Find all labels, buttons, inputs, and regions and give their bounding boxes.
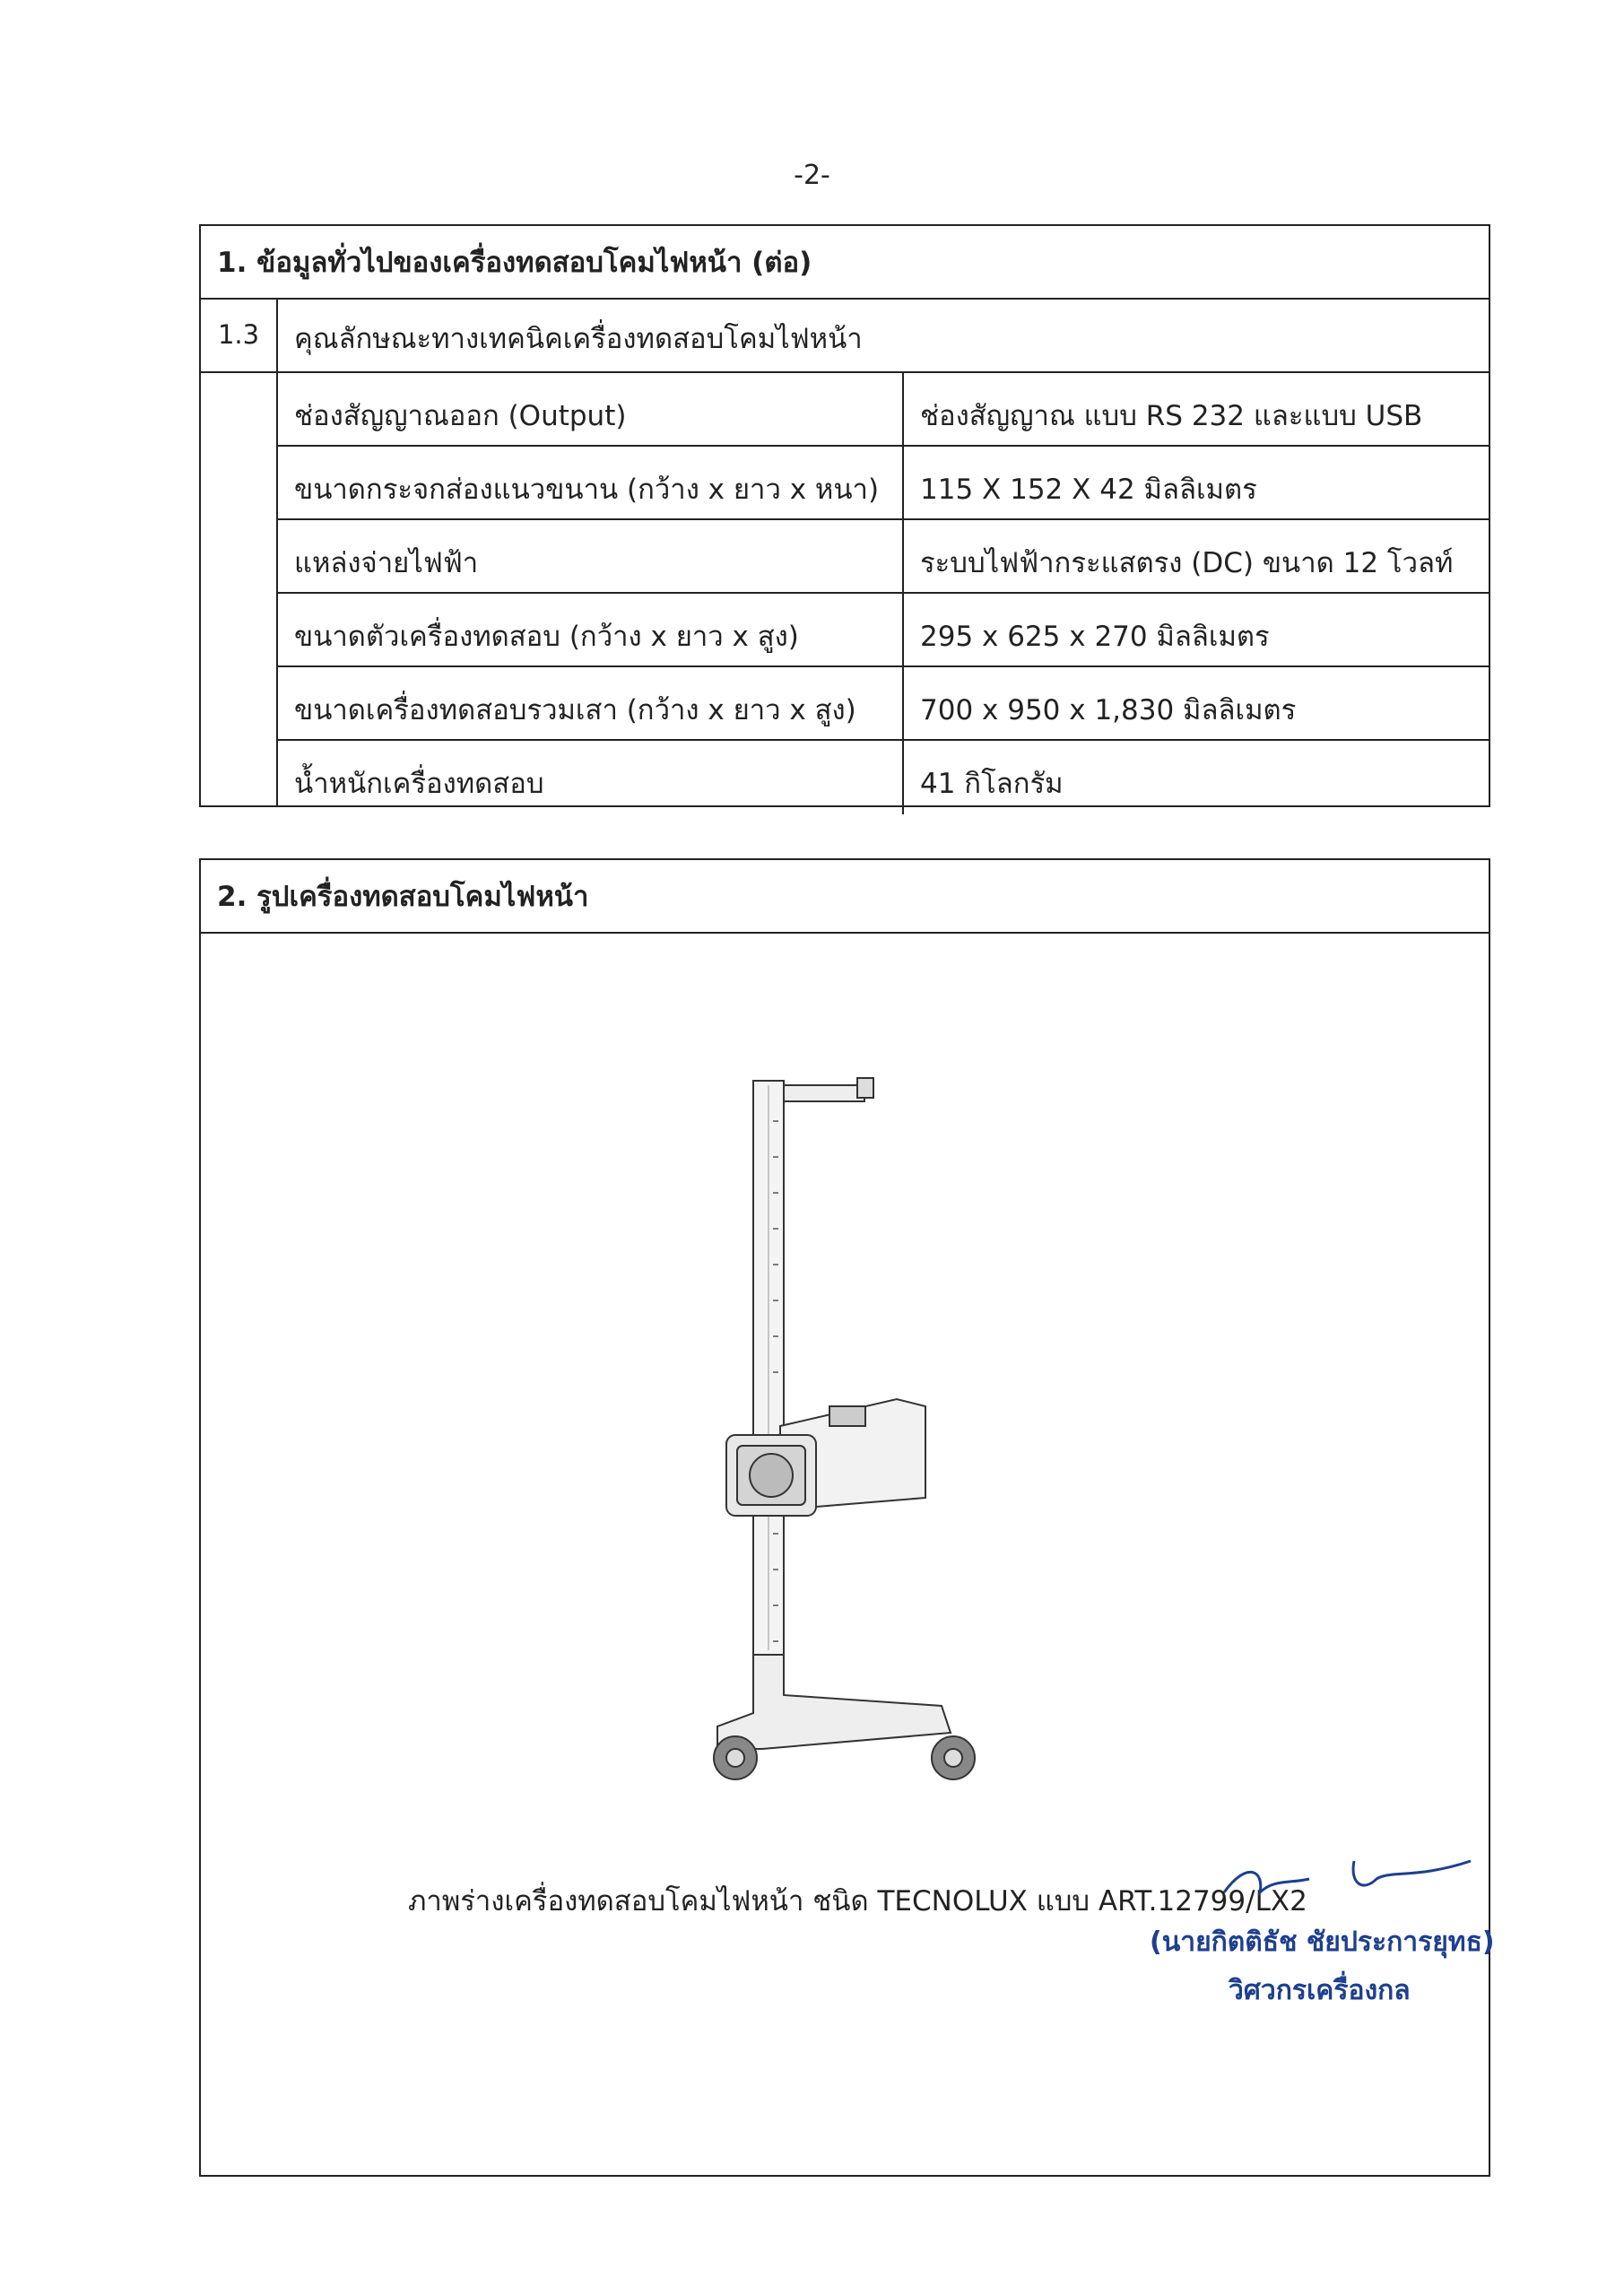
spec-label: น้ำหนักเครื่องทดสอบ [294,768,544,800]
spec-label: ช่องสัญญาณออก (Output) [294,400,627,432]
spec-row [278,447,1490,520]
column-divider [902,594,904,665]
column-divider [902,741,904,814]
spec-value: ช่องสัญญาณ แบบ RS 232 และแบบ USB [920,400,1423,432]
technical-spec-table [199,224,1490,807]
signer-title: วิศวกรเครื่องกล [1229,1975,1411,2006]
spec-label: ขนาดกระจกส่องแนวขนาน (กว้าง x ยาว x หนา) [294,474,880,506]
signer-name: (นายกิตติธัช ชัยประการยุทธ) [1150,1926,1495,1958]
column-divider [902,667,904,739]
spec-row [278,373,1490,447]
spec-label: ขนาดตัวเครื่องทดสอบ (กว้าง x ยาว x สูง) [294,621,799,653]
spec-value: ระบบไฟฟ้ากระแสตรง (DC) ขนาด 12 โวลท์ [920,547,1454,579]
spec-row [278,594,1490,667]
spec-value: 700 x 950 x 1,830 มิลลิเมตร [920,694,1297,726]
spec-label: ขนาดเครื่องทดสอบรวมเสา (กว้าง x ยาว x สูง) [294,694,856,726]
handwritten-signature [1220,1843,1480,1915]
subsection-title: คุณลักษณะทางเทคนิคเครื่องทดสอบโคมไฟหน้า [294,323,863,355]
spec-row [278,667,1490,741]
headlight-tester-drawing [690,1067,1004,1803]
column-divider [902,447,904,518]
spec-label: แหล่งจ่ายไฟฟ้า [294,547,479,579]
figure-caption: ภาพร่างเครื่องทดสอบโคมไฟหน้า ชนิด TECNOLUX แบบ ART.12799/LX2 [408,1885,1307,1918]
spec-value: 295 x 625 x 270 มิลลิเมตร [920,621,1270,653]
spec-row [278,741,1490,814]
column-divider [902,373,904,445]
spec-row [278,520,1490,594]
section-2-heading: 2. รูปเครื่องทดสอบโคมไฟหน้า [201,860,1489,934]
subsection-number: 1.3 [201,300,278,807]
spec-value: 115 X 152 X 42 มิลลิเมตร [920,474,1257,506]
subsection-row [201,300,1489,373]
section-1-heading: 1. ข้อมูลทั่วไปของเครื่องทดสอบโคมไฟหน้า (ต่อ) [201,226,1489,300]
page-number: -2- [794,160,830,191]
spec-value: 41 กิโลกรัม [920,768,1064,800]
column-divider [902,520,904,592]
